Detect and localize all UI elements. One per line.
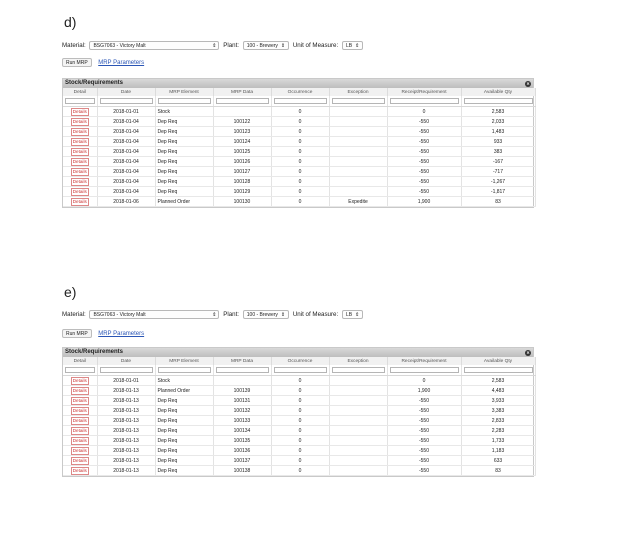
occurrence-cell: 0 (271, 167, 329, 177)
occurrence-cell: 0 (271, 436, 329, 446)
mrp-data-cell: 100124 (213, 137, 271, 147)
table-row (63, 456, 535, 466)
table-row (63, 197, 535, 207)
grid-title-bar (63, 348, 533, 357)
exception-cell (329, 107, 387, 117)
action-row (62, 329, 144, 339)
mrp-data-cell (213, 107, 271, 117)
mrp-element-cell: Dep Req (155, 177, 213, 187)
receipt-requirement-cell: 0 (387, 376, 461, 386)
mrp-element-cell: Dep Req (155, 416, 213, 426)
column-filter-input[interactable] (390, 367, 459, 373)
detail-cell (63, 376, 97, 386)
detail-cell (63, 117, 97, 127)
run-mrp-button[interactable]: Run MRP (62, 58, 92, 67)
mrp-data-cell: 100126 (213, 157, 271, 167)
detail-cell (63, 137, 97, 147)
table-row (63, 127, 535, 137)
close-circle-icon[interactable]: ✕ (526, 80, 530, 86)
available-qty-cell: 1,483 (461, 127, 535, 137)
mrp-element-cell: Dep Req (155, 157, 213, 167)
detail-cell (63, 406, 97, 416)
table-row (63, 406, 535, 416)
detail-cell (63, 456, 97, 466)
column-filter-input[interactable] (464, 367, 533, 373)
filter-cell (329, 365, 387, 376)
details-button[interactable]: Details (72, 148, 87, 154)
occurrence-cell: 0 (271, 157, 329, 167)
column-header[interactable]: Occurrence (271, 357, 329, 365)
mrp-element-cell: Dep Req (155, 426, 213, 436)
table-row (63, 436, 535, 446)
material-label: Material: (62, 311, 86, 318)
available-qty-cell: 2,583 (461, 107, 535, 117)
date-cell: 2018-01-04 (97, 167, 155, 177)
column-filter-input[interactable] (65, 367, 95, 373)
table-row (63, 187, 535, 197)
exception-cell (329, 446, 387, 456)
column-header[interactable]: MRP Element (155, 88, 213, 96)
mrp-data-cell: 100136 (213, 446, 271, 456)
available-qty-cell: 2,833 (461, 416, 535, 426)
filter-cell (155, 365, 213, 376)
details-button[interactable]: Details (72, 108, 87, 114)
mrp-data-cell: 100123 (213, 127, 271, 137)
mrp-element-cell: Dep Req (155, 456, 213, 466)
mrp-element-cell: Dep Req (155, 187, 213, 197)
filter-cell (461, 96, 535, 107)
details-button[interactable]: Details (72, 467, 87, 473)
receipt-requirement-cell: -550 (387, 177, 461, 187)
detail-cell (63, 177, 97, 187)
filter-cell (461, 365, 535, 376)
grid-header (63, 357, 535, 376)
table-row (63, 117, 535, 127)
panel-d-label: d) (64, 14, 77, 30)
available-qty-cell: 383 (461, 147, 535, 157)
filter-cell (155, 96, 213, 107)
details-button[interactable]: Details (72, 457, 87, 463)
date-cell: 2018-01-01 (97, 107, 155, 117)
column-filter-input[interactable] (274, 367, 327, 373)
stock-requirements-grid (62, 78, 534, 208)
mrp-data-cell: 100135 (213, 436, 271, 446)
available-qty-cell: 4,483 (461, 386, 535, 396)
details-button[interactable]: Details (72, 128, 87, 134)
receipt-requirement-cell: -550 (387, 117, 461, 127)
exception-cell (329, 147, 387, 157)
column-header[interactable]: Receipt/Requirement (387, 357, 461, 365)
column-filter-input[interactable] (65, 98, 95, 104)
mrp-data-cell: 100128 (213, 177, 271, 187)
details-button[interactable]: Details (72, 118, 87, 124)
uom-value: LB (345, 311, 353, 318)
column-header[interactable]: Exception (329, 88, 387, 96)
panel-e-label: e) (64, 284, 77, 300)
occurrence-cell: 0 (271, 466, 329, 476)
column-filter-input[interactable] (158, 367, 211, 373)
details-button[interactable]: Details (72, 427, 87, 433)
date-cell: 2018-01-04 (97, 137, 155, 147)
receipt-requirement-cell: 1,900 (387, 386, 461, 396)
table-row (63, 396, 535, 406)
filter-cell (387, 365, 461, 376)
filter-cell (63, 365, 97, 376)
details-button[interactable]: Details (72, 417, 87, 423)
exception-cell (329, 386, 387, 396)
date-cell: 2018-01-04 (97, 157, 155, 167)
updown-arrows-icon: ⇕ (212, 42, 217, 49)
material-select[interactable] (89, 310, 219, 319)
date-cell: 2018-01-13 (97, 446, 155, 456)
stock-requirements-grid (62, 347, 534, 477)
receipt-requirement-cell: -550 (387, 137, 461, 147)
exception-cell (329, 416, 387, 426)
grid-table (63, 88, 536, 207)
uom-value: LB (345, 42, 353, 49)
column-filter-input[interactable] (158, 98, 211, 104)
grid-title-bar (63, 79, 533, 88)
filter-cell (271, 96, 329, 107)
detail-cell (63, 147, 97, 157)
receipt-requirement-cell: 1,900 (387, 197, 461, 207)
column-filter-input[interactable] (332, 367, 385, 373)
detail-cell (63, 426, 97, 436)
material-row (62, 40, 365, 52)
occurrence-cell: 0 (271, 107, 329, 117)
updown-arrows-icon: ⇕ (280, 42, 286, 49)
details-button[interactable]: Details (72, 377, 87, 383)
uom-label: Unit of Measure: (292, 42, 339, 49)
available-qty-cell: 1,733 (461, 436, 535, 446)
available-qty-cell: -1,817 (461, 187, 535, 197)
updown-arrows-icon: ⇕ (212, 311, 217, 318)
receipt-requirement-cell: -550 (387, 127, 461, 137)
detail-cell (63, 167, 97, 177)
available-qty-cell: 633 (461, 456, 535, 466)
receipt-requirement-cell: -550 (387, 416, 461, 426)
material-select[interactable] (89, 41, 219, 50)
mrp-element-cell: Stock (155, 107, 213, 117)
exception-cell (329, 466, 387, 476)
receipt-requirement-cell: -550 (387, 187, 461, 197)
detail-cell (63, 466, 97, 476)
exception-cell (329, 167, 387, 177)
uom-label: Unit of Measure: (292, 311, 339, 318)
available-qty-cell: -1,267 (461, 177, 535, 187)
occurrence-cell: 0 (271, 197, 329, 207)
exception-cell (329, 137, 387, 147)
available-qty-cell: -717 (461, 167, 535, 177)
available-qty-cell: 3,933 (461, 396, 535, 406)
column-filter-input[interactable] (100, 367, 153, 373)
mrp-element-cell: Dep Req (155, 446, 213, 456)
action-row (62, 58, 144, 68)
receipt-requirement-cell: -550 (387, 396, 461, 406)
date-cell: 2018-01-13 (97, 416, 155, 426)
details-button[interactable]: Details (72, 387, 87, 393)
mrp-element-cell: Dep Req (155, 436, 213, 446)
run-mrp-button[interactable]: Run MRP (62, 329, 92, 338)
material-row (62, 309, 365, 321)
occurrence-cell: 0 (271, 406, 329, 416)
receipt-requirement-cell: -550 (387, 446, 461, 456)
filter-cell (387, 96, 461, 107)
table-row (63, 386, 535, 396)
exception-cell (329, 127, 387, 137)
column-header[interactable]: Detail (63, 88, 97, 96)
column-header[interactable]: Exception (329, 357, 387, 365)
mrp-element-cell: Dep Req (155, 396, 213, 406)
details-button[interactable]: Details (72, 397, 87, 403)
mrp-data-cell (213, 376, 271, 386)
details-button[interactable]: Details (72, 437, 87, 443)
exception-cell (329, 426, 387, 436)
plant-label: Plant: (223, 42, 240, 49)
date-cell: 2018-01-04 (97, 177, 155, 187)
filter-cell (97, 365, 155, 376)
table-row (63, 177, 535, 187)
receipt-requirement-cell: -550 (387, 426, 461, 436)
filter-cell (63, 96, 97, 107)
column-header[interactable]: Available Qty (461, 357, 535, 365)
filter-cell (213, 365, 271, 376)
occurrence-cell: 0 (271, 446, 329, 456)
mrp-element-cell: Dep Req (155, 147, 213, 157)
column-filter-input[interactable] (274, 98, 327, 104)
details-button[interactable]: Details (72, 407, 87, 413)
mrp-data-cell: 100122 (213, 117, 271, 127)
exception-cell (329, 456, 387, 466)
details-button[interactable]: Details (72, 447, 87, 453)
uom-select[interactable] (342, 41, 363, 50)
exception-cell (329, 157, 387, 167)
exception-cell (329, 376, 387, 386)
date-cell: 2018-01-13 (97, 466, 155, 476)
column-filter-input[interactable] (216, 98, 269, 104)
table-row (63, 157, 535, 167)
occurrence-cell: 0 (271, 187, 329, 197)
plant-select[interactable] (243, 310, 289, 319)
date-cell: 2018-01-06 (97, 197, 155, 207)
exception-cell (329, 406, 387, 416)
column-header[interactable]: MRP Data (213, 88, 271, 96)
detail-cell (63, 107, 97, 117)
mrp-data-cell: 100139 (213, 386, 271, 396)
column-header[interactable]: Date (97, 357, 155, 365)
exception-cell: Expedite (329, 197, 387, 207)
available-qty-cell: -167 (461, 157, 535, 167)
date-cell: 2018-01-01 (97, 376, 155, 386)
available-qty-cell: 83 (461, 197, 535, 207)
grid-header (63, 88, 535, 107)
table-row (63, 107, 535, 117)
receipt-requirement-cell: -550 (387, 456, 461, 466)
occurrence-cell: 0 (271, 426, 329, 436)
occurrence-cell: 0 (271, 396, 329, 406)
mrp-data-cell: 100131 (213, 396, 271, 406)
updown-arrows-icon: ⇕ (280, 311, 286, 318)
date-cell: 2018-01-04 (97, 187, 155, 197)
column-header[interactable]: Detail (63, 357, 97, 365)
mrp-parameters-link[interactable]: MRP Parameters (98, 331, 145, 337)
receipt-requirement-cell: 0 (387, 107, 461, 117)
available-qty-cell: 83 (461, 466, 535, 476)
column-filter-input[interactable] (216, 367, 269, 373)
filter-cell (329, 96, 387, 107)
detail-cell (63, 416, 97, 426)
occurrence-cell: 0 (271, 416, 329, 426)
occurrence-cell: 0 (271, 386, 329, 396)
detail-cell (63, 396, 97, 406)
exception-cell (329, 187, 387, 197)
occurrence-cell: 0 (271, 456, 329, 466)
mrp-element-cell: Dep Req (155, 167, 213, 177)
exception-cell (329, 117, 387, 127)
detail-cell (63, 157, 97, 167)
mrp-element-cell: Stock (155, 376, 213, 386)
plant-value: 100 - Brewery (246, 311, 278, 318)
date-cell: 2018-01-04 (97, 117, 155, 127)
occurrence-cell: 0 (271, 177, 329, 187)
available-qty-cell: 2,283 (461, 426, 535, 436)
table-row (63, 137, 535, 147)
detail-cell (63, 446, 97, 456)
occurrence-cell: 0 (271, 376, 329, 386)
column-filter-input[interactable] (332, 98, 385, 104)
material-label: Material: (62, 42, 86, 49)
date-cell: 2018-01-13 (97, 436, 155, 446)
mrp-data-cell: 100127 (213, 167, 271, 177)
updown-arrows-icon: ⇕ (355, 42, 360, 49)
details-button[interactable]: Details (72, 138, 87, 144)
occurrence-cell: 0 (271, 147, 329, 157)
mrp-data-cell: 100129 (213, 187, 271, 197)
detail-cell (63, 187, 97, 197)
table-row (63, 167, 535, 177)
grid-table (63, 357, 536, 476)
date-cell: 2018-01-13 (97, 386, 155, 396)
details-button[interactable]: Details (72, 198, 87, 204)
mrp-data-cell: 100137 (213, 456, 271, 466)
receipt-requirement-cell: -550 (387, 406, 461, 416)
occurrence-cell: 0 (271, 127, 329, 137)
table-row (63, 446, 535, 456)
close-circle-icon[interactable]: ✕ (526, 349, 530, 355)
column-header[interactable]: Occurrence (271, 88, 329, 96)
detail-cell (63, 127, 97, 137)
mrp-element-cell: Planned Order (155, 386, 213, 396)
details-button[interactable]: Details (72, 158, 87, 164)
mrp-data-cell: 100134 (213, 426, 271, 436)
date-cell: 2018-01-04 (97, 127, 155, 137)
detail-cell (63, 386, 97, 396)
exception-cell (329, 436, 387, 446)
column-header[interactable]: MRP Data (213, 357, 271, 365)
filter-cell (97, 96, 155, 107)
mrp-data-cell: 100132 (213, 406, 271, 416)
mrp-element-cell: Planned Order (155, 197, 213, 207)
detail-cell (63, 197, 97, 207)
table-row (63, 416, 535, 426)
column-filter-input[interactable] (100, 98, 153, 104)
plant-select[interactable] (243, 41, 289, 50)
plant-label: Plant: (223, 311, 240, 318)
available-qty-cell: 2,033 (461, 117, 535, 127)
details-button[interactable]: Details (72, 188, 87, 194)
filter-cell (271, 365, 329, 376)
mrp-data-cell: 100138 (213, 466, 271, 476)
exception-cell (329, 177, 387, 187)
grid-title: Stock/Requirements (65, 80, 124, 86)
receipt-requirement-cell: -550 (387, 147, 461, 157)
mrp-data-cell: 100125 (213, 147, 271, 157)
receipt-requirement-cell: -550 (387, 157, 461, 167)
updown-arrows-icon: ⇕ (355, 311, 360, 318)
available-qty-cell: 933 (461, 137, 535, 147)
column-filter-input[interactable] (464, 98, 533, 104)
table-row (63, 147, 535, 157)
available-qty-cell: 2,583 (461, 376, 535, 386)
mrp-element-cell: Dep Req (155, 127, 213, 137)
mrp-data-cell: 100130 (213, 197, 271, 207)
column-header[interactable]: Available Qty (461, 88, 535, 96)
mrp-element-cell: Dep Req (155, 137, 213, 147)
filter-cell (213, 96, 271, 107)
details-button[interactable]: Details (72, 178, 87, 184)
mrp-element-cell: Dep Req (155, 117, 213, 127)
grid-title: Stock/Requirements (65, 349, 124, 355)
receipt-requirement-cell: -550 (387, 466, 461, 476)
date-cell: 2018-01-13 (97, 396, 155, 406)
mrp-parameters-link[interactable]: MRP Parameters (98, 60, 145, 66)
mrp-element-cell: Dep Req (155, 466, 213, 476)
mrp-data-cell: 100133 (213, 416, 271, 426)
uom-select[interactable] (342, 310, 363, 319)
material-value: BSG7063 - Victory Malt (93, 311, 146, 318)
table-row (63, 466, 535, 476)
date-cell: 2018-01-13 (97, 406, 155, 416)
material-value: BSG7063 - Victory Malt (93, 42, 146, 49)
column-header[interactable]: MRP Element (155, 357, 213, 365)
table-row (63, 426, 535, 436)
detail-cell (63, 436, 97, 446)
exception-cell (329, 396, 387, 406)
receipt-requirement-cell: -550 (387, 436, 461, 446)
column-filter-input[interactable] (390, 98, 459, 104)
table-row (63, 376, 535, 386)
available-qty-cell: 1,183 (461, 446, 535, 456)
available-qty-cell: 3,383 (461, 406, 535, 416)
occurrence-cell: 0 (271, 117, 329, 127)
plant-value: 100 - Brewery (246, 42, 278, 49)
date-cell: 2018-01-13 (97, 426, 155, 436)
column-header[interactable]: Date (97, 88, 155, 96)
column-header[interactable]: Receipt/Requirement (387, 88, 461, 96)
details-button[interactable]: Details (72, 168, 87, 174)
date-cell: 2018-01-04 (97, 147, 155, 157)
date-cell: 2018-01-13 (97, 456, 155, 466)
mrp-element-cell: Dep Req (155, 406, 213, 416)
occurrence-cell: 0 (271, 137, 329, 147)
receipt-requirement-cell: -550 (387, 167, 461, 177)
